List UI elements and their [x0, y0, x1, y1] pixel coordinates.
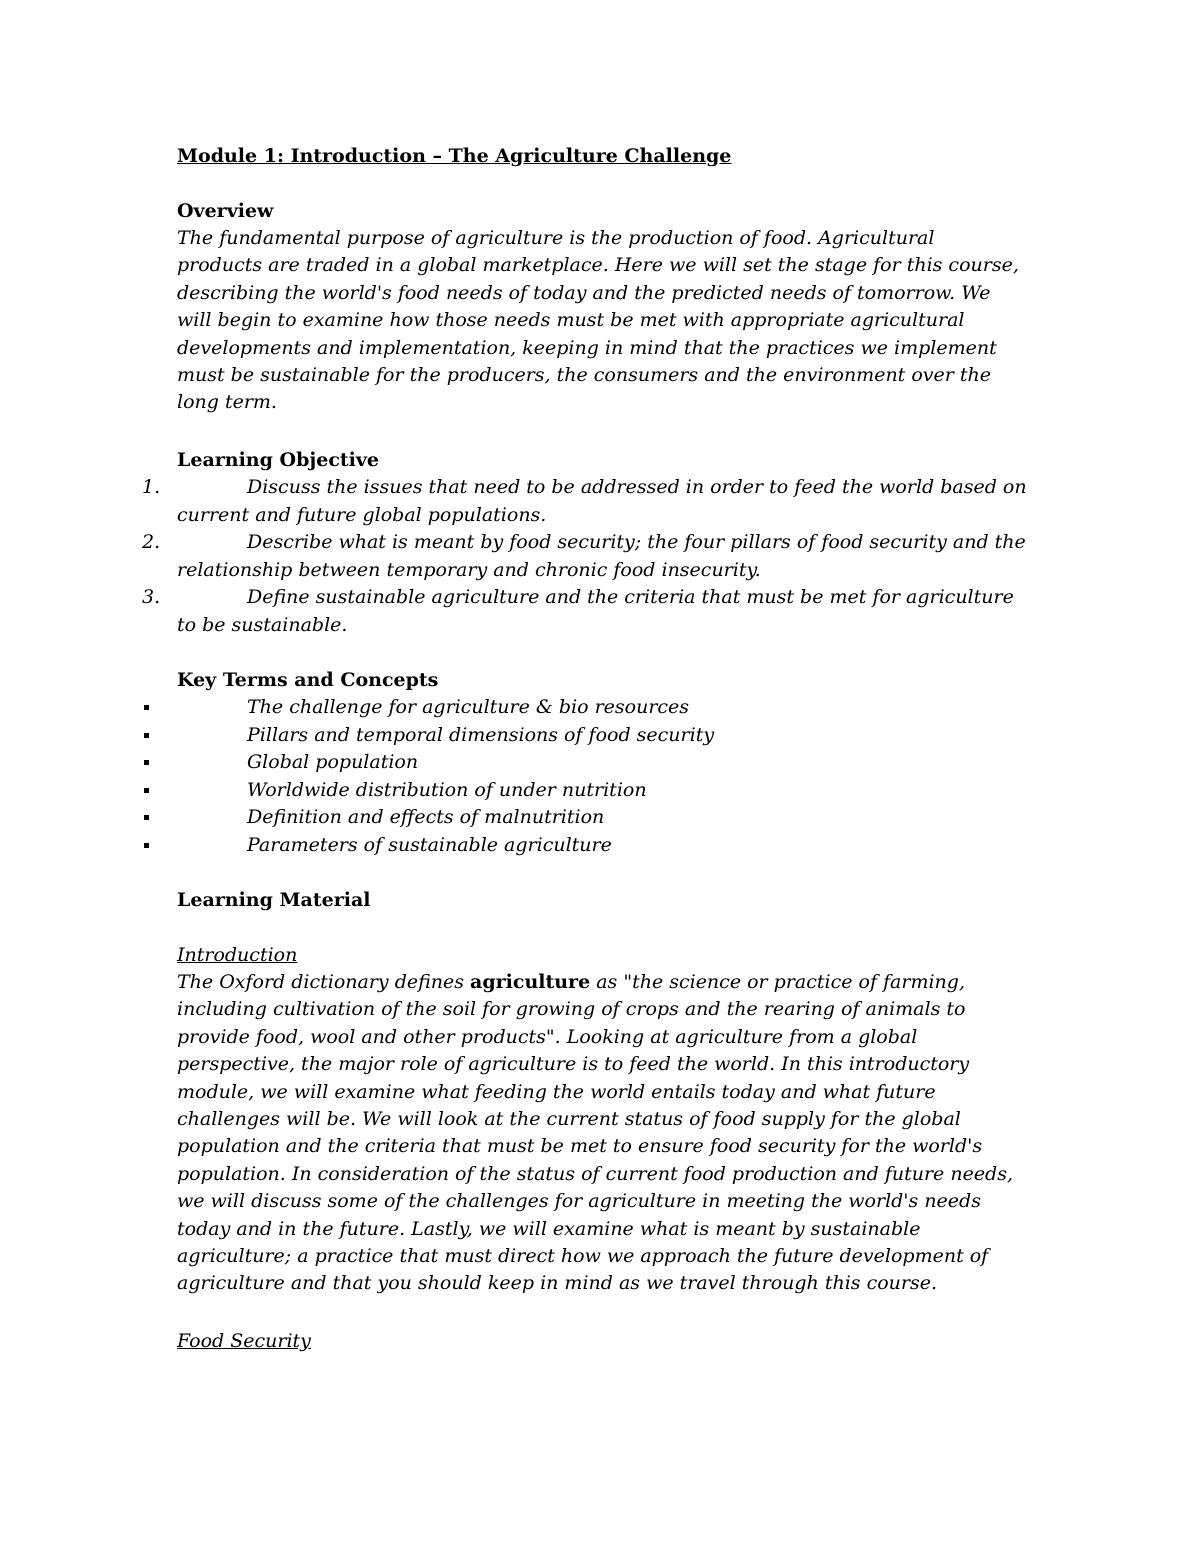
objective-text-continued: to be sustainable.	[177, 613, 348, 636]
objective-item	[142, 529, 1042, 584]
key-term-text: The challenge for agriculture & bio resources	[247, 696, 690, 718]
key-term-item	[142, 804, 604, 831]
introduction-paragraph	[177, 969, 1037, 1298]
key-term-text: Definition and effects of malnutrition	[247, 806, 605, 828]
key-term-item	[142, 749, 418, 776]
overview-line: will begin to examine how those needs must be met with appropriate agricultural	[177, 309, 965, 332]
objective-text: Discuss the issues that need to be addressed in order to feed the world based on	[247, 476, 1027, 498]
introduction-line: we will discuss some of the challenges for agriculture in meeting the world's needs	[177, 1190, 981, 1213]
learning-objective-heading: Learning Objective	[177, 449, 380, 471]
key-term-item	[142, 694, 689, 721]
introduction-line: including cultivation of the soil for growing of crops and the rearing of animals to	[177, 998, 966, 1021]
agriculture-term: agriculture	[470, 971, 591, 993]
introduction-line: today and in the future. Lastly, we will examine what is meant by sustainable	[177, 1217, 921, 1240]
key-term-item	[142, 832, 612, 859]
intro-text-suffix: as "the science or practice of farming,	[590, 971, 965, 993]
overview-line: must be sustainable for the producers, the consumers and the environment over the	[177, 364, 992, 387]
overview-line: The fundamental purpose of agriculture is the production of food. Agricultural	[177, 227, 935, 249]
overview-paragraph	[177, 225, 1037, 417]
introduction-line: perspective, the major role of agriculture is to feed the world. In this introductory	[177, 1053, 970, 1076]
overview-line: describing the world's food needs of today and the predicted needs of tomorrow. We	[177, 281, 991, 304]
introduction-line: population and the criteria that must be met to ensure food security for the world's	[177, 1135, 983, 1158]
objective-number: 1.	[142, 476, 161, 498]
square-bullet-icon	[144, 705, 149, 710]
introduction-subheading: Introduction	[177, 944, 298, 966]
introduction-line: challenges will be. We will look at the current status of food supply for the global	[177, 1108, 961, 1131]
introduction-line	[177, 969, 1037, 996]
overview-line: developments and implementation, keeping in mind that the practices we implement	[177, 336, 997, 359]
objective-number: 3.	[142, 586, 161, 608]
objective-item	[142, 584, 1042, 639]
key-term-text: Global population	[247, 751, 419, 773]
introduction-line: population. In consideration of the status of current food production and future needs,	[177, 1162, 1014, 1185]
objective-text: Describe what is meant by food security; the four pillars of food security and the	[247, 531, 1026, 553]
objective-text: Define sustainable agriculture and the criteria that must be met for agriculture	[247, 586, 1014, 608]
objective-number: 2.	[142, 531, 161, 553]
key-terms-heading: Key Terms and Concepts	[177, 669, 439, 691]
square-bullet-icon	[144, 843, 149, 848]
key-term-text: Pillars and temporal dimensions of food security	[247, 724, 715, 746]
square-bullet-icon	[144, 760, 149, 765]
overview-line: products are traded in a global marketplace. Here we will set the stage for this course,	[177, 254, 1019, 277]
module-title: Module 1: Introduction – The Agriculture Challenge	[177, 145, 732, 167]
key-term-item	[142, 777, 647, 804]
key-term-text: Worldwide distribution of under nutrition	[247, 779, 647, 801]
introduction-line: agriculture and that you should keep in mind as we travel through this course.	[177, 1272, 938, 1295]
introduction-line: provide food, wool and other products". Looking at agriculture from a global	[177, 1025, 918, 1048]
intro-text-prefix: The Oxford dictionary defines	[177, 971, 471, 993]
introduction-line: agriculture; a practice that must direct how we approach the future development of	[177, 1245, 989, 1268]
overview-line: long term.	[177, 391, 277, 414]
objective-item	[142, 474, 1042, 529]
learning-material-heading: Learning Material	[177, 889, 371, 911]
objective-text-continued: relationship between temporary and chronic food insecurity.	[177, 558, 761, 581]
food-security-subheading: Food Security	[177, 1330, 311, 1352]
objective-text-continued: current and future global populations.	[177, 503, 547, 526]
key-term-item	[142, 722, 714, 749]
introduction-line: module, we will examine what feeding the world entails today and what future	[177, 1080, 936, 1103]
square-bullet-icon	[144, 733, 149, 738]
square-bullet-icon	[144, 788, 149, 793]
overview-heading: Overview	[177, 200, 274, 222]
square-bullet-icon	[144, 815, 149, 820]
key-term-text: Parameters of sustainable agriculture	[247, 834, 612, 856]
